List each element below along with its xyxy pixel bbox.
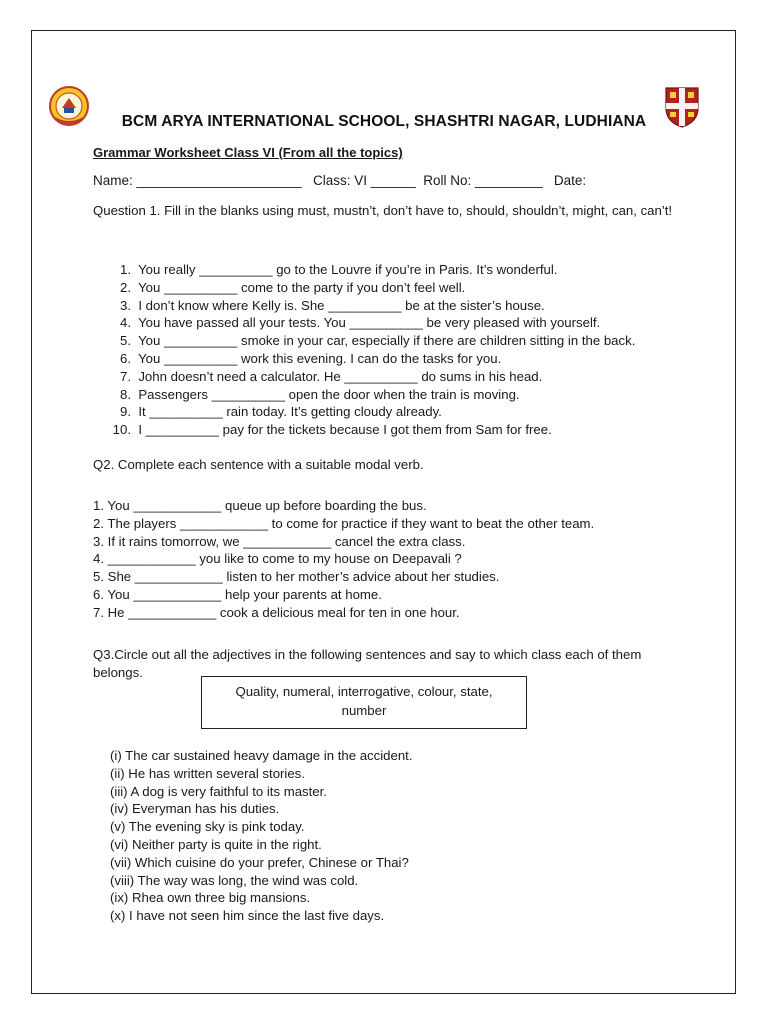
list-item: (iv) Everyman has his duties. [110,801,280,817]
list-item: 5. You __________ smoke in your car, especially if there are children sitting in the back. [120,333,636,349]
question3-list [110,747,413,925]
box-line: Quality, numeral, interrogative, colour, state, [235,684,493,699]
question1-list [105,261,635,439]
student-info-line: Name: ______________________ Class: VI ______ Roll No: _________ Date: [93,173,587,188]
question2-list [93,497,594,622]
list-item: 7. John doesn’t need a calculator. He __________ do sums in his head. [120,368,543,384]
list-item: (iii) A dog is very faithful to its master. [110,783,327,799]
list-item: (v) The evening sky is pink today. [110,819,305,835]
adjective-classes-box [201,676,527,729]
list-item: 10. I __________ pay for the tickets because I got them from Sam for free. [112,422,552,438]
list-item: (vi) Neither party is quite in the right. [110,836,322,852]
list-item: (i) The car sustained heavy damage in the accident. [110,748,413,763]
list-item: 3. I don’t know where Kelly is. She __________ be at the sister’s house. [120,297,545,313]
list-item: 7. He ____________ cook a delicious meal for ten in one hour. [93,604,460,620]
question3-prompt: Q3.Circle out all the adjectives in the following sentences and say to which class each of them belongs. [93,647,642,680]
list-item: (ii) He has written several stories. [110,765,305,781]
list-item: 6. You ____________ help your parents at home. [93,586,382,602]
list-item: (viii) The way was long, the wind was cold. [110,872,359,888]
question1-prompt: Question 1. Fill in the blanks using must, mustn’t, don’t have to, should, shouldn’t, might, can, can’t! [93,203,673,218]
list-item: (ix) Rhea own three big mansions. [110,890,311,906]
list-item: 9. It __________ rain today. It’s getting cloudy already. [120,404,442,420]
box-line: number [341,703,387,718]
list-item: 4. You have passed all your tests. You __________ be very pleased with yourself. [120,315,601,331]
list-item: (x) I have not seen him since the last five days. [110,908,385,924]
list-item: 3. If it rains tomorrow, we ____________ cancel the extra class. [93,533,466,549]
list-item: 1. You ____________ queue up before boarding the bus. [93,498,427,513]
school-name: BCM ARYA INTERNATIONAL SCHOOL, SHASHTRI NAGAR, LUDHIANA [121,113,647,130]
list-item: 2. You __________ come to the party if you don’t feel well. [120,279,466,295]
question2-prompt: Q2. Complete each sentence with a suitable modal verb. [93,457,424,472]
list-item: 1. You really __________ go to the Louvre if you’re in Paris. It’s wonderful. [120,262,558,277]
list-item: (vii) Which cuisine do your prefer, Chinese or Thai? [110,854,409,870]
list-item: 8. Passengers __________ open the door when the train is moving. [120,386,520,402]
list-item: 5. She ____________ listen to her mother’s advice about her studies. [93,569,500,585]
list-item: 6. You __________ work this evening. I can do the tasks for you. [120,350,502,366]
list-item: 4. ____________ you like to come to my house on Deepavali ? [93,551,462,567]
worksheet-title: Grammar Worksheet Class VI (From all the topics) [93,145,403,160]
list-item: 2. The players ____________ to come for practice if they want to beat the other team. [93,515,595,531]
